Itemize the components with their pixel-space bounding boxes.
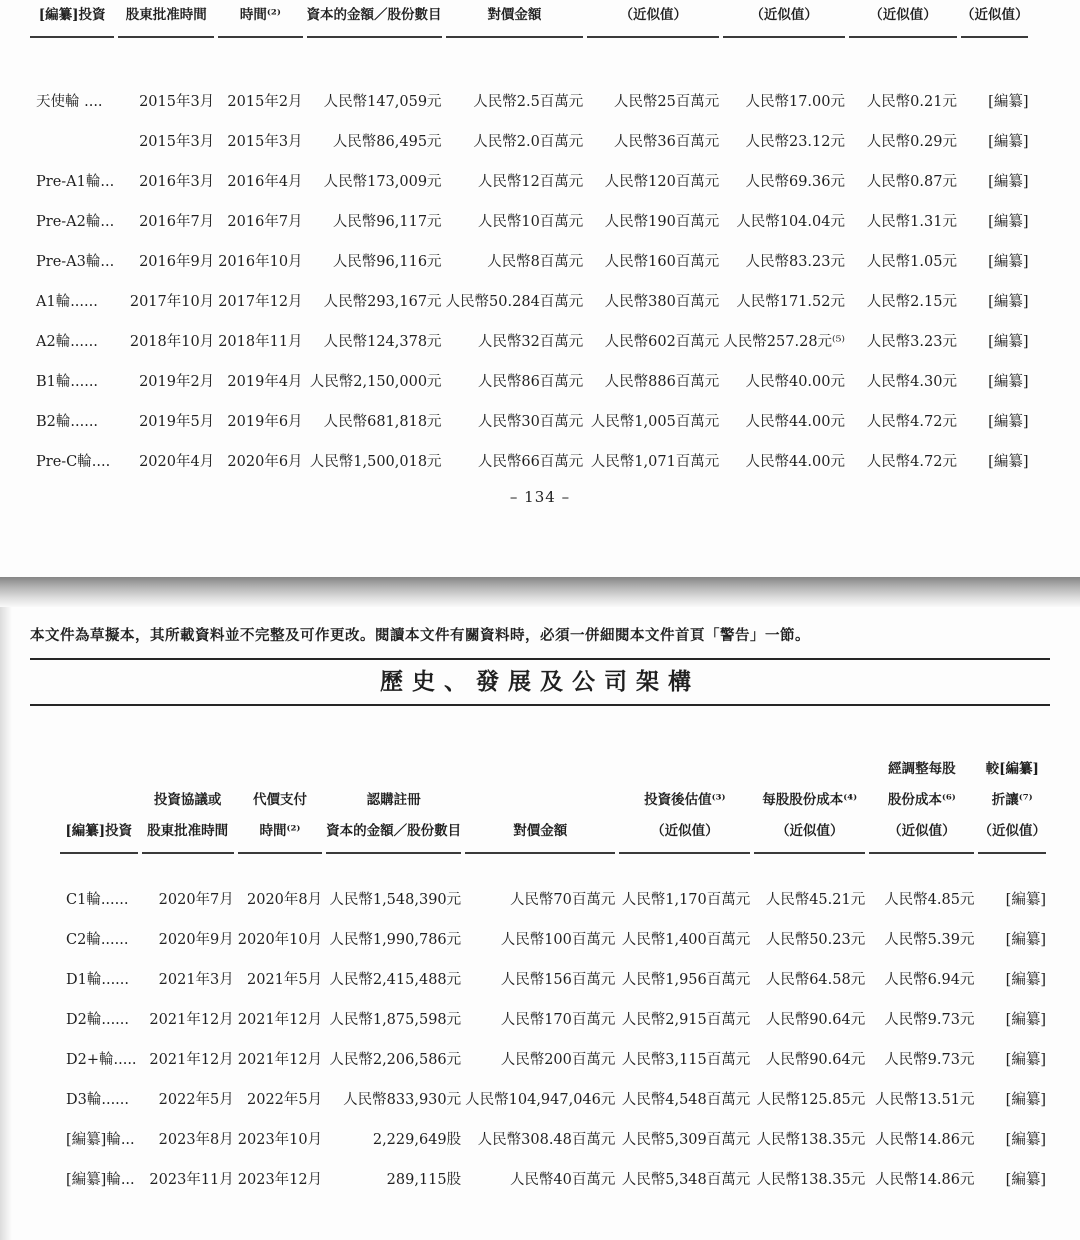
table-cell: 人民幣14.86元 — [874, 1171, 975, 1188]
table-cell: 人民幣96,116元 — [332, 253, 442, 270]
table-row — [60, 1038, 1046, 1078]
table-cell: 人民幣125.85元 — [756, 1091, 866, 1108]
table-cell: D1輪...... — [66, 971, 130, 988]
table-cell: 2021年12月 — [237, 1011, 323, 1028]
table-cell: 人民幣36百萬元 — [613, 133, 720, 150]
table-cell: 人民幣1,005百萬元 — [590, 413, 720, 430]
table-cell: B2輪...... — [36, 413, 99, 430]
table-cell: 人民幣50.23元 — [765, 931, 866, 948]
table-row — [30, 240, 1028, 280]
investment-rounds-table-c1-to-redacted — [56, 754, 1050, 1198]
table-cell: 人民幣3.23元 — [866, 333, 957, 350]
table-cell: [編纂] — [988, 413, 1029, 430]
column-header: 股東批准時間 — [118, 0, 214, 38]
column-header: [編纂]投資 — [60, 754, 138, 854]
column-header: （近似值） — [587, 0, 719, 38]
table-cell: 人民幣1.31元 — [866, 213, 957, 230]
table-cell: C1輪...... — [66, 891, 129, 908]
table-cell: 人民幣257.28元⁽⁵⁾ — [723, 333, 845, 350]
table-cell: 2020年6月 — [227, 453, 303, 470]
table-cell: A2輪...... — [36, 333, 98, 350]
table-row — [30, 200, 1028, 240]
column-header: （近似值） — [723, 0, 845, 38]
table-cell: 人民幣1,875,598元 — [329, 1011, 462, 1028]
table-cell: 2020年8月 — [247, 891, 323, 908]
table-cell: [編纂] — [1005, 971, 1046, 988]
table-cell: A1輪...... — [36, 293, 98, 310]
table-cell: 2018年10月 — [129, 333, 215, 350]
table-cell: 2020年7月 — [158, 891, 234, 908]
table-row — [60, 918, 1046, 958]
table-cell: 人民幣0.87元 — [866, 173, 957, 190]
table-row — [30, 120, 1028, 160]
table-cell: 2021年12月 — [149, 1011, 234, 1028]
table-cell: 2023年12月 — [237, 1171, 323, 1188]
prospectus-page-134 — [0, 0, 1080, 577]
column-header: 每股股份成本⁽⁴⁾ （近似值） — [754, 754, 865, 854]
column-header: 較[編纂] 折讓⁽⁷⁾ （近似值） — [978, 754, 1046, 854]
table-cell: 人民幣1,170百萬元 — [621, 891, 751, 908]
column-header: 資本的金額／股份數目 — [307, 0, 442, 38]
table-cell: 2021年3月 — [158, 971, 234, 988]
table-cell: 人民幣171.52元 — [736, 293, 845, 310]
table-cell: [編纂] — [1005, 1051, 1046, 1068]
table-row — [30, 440, 1028, 480]
table-cell: 人民幣45.21元 — [765, 891, 866, 908]
table-cell: 2016年10月 — [218, 253, 303, 270]
section-divider-band — [0, 577, 1080, 607]
table-cell: 人民幣30百萬元 — [477, 413, 584, 430]
table-cell: 人民幣8百萬元 — [487, 253, 584, 270]
table-cell: 人民幣1,500,018元 — [309, 453, 442, 470]
table-cell: 人民幣17.00元 — [745, 93, 845, 110]
table-cell: 人民幣25百萬元 — [613, 93, 720, 110]
table-row — [30, 360, 1028, 400]
column-header: [編纂]投資 — [30, 0, 114, 38]
table-cell: 人民幣104.04元 — [736, 213, 845, 230]
table-row — [60, 1158, 1046, 1198]
table-cell: 人民幣2.15元 — [866, 293, 957, 310]
table-cell: 人民幣5,309百萬元 — [621, 1131, 751, 1148]
table-cell: 人民幣886百萬元 — [604, 373, 720, 390]
table-cell: 人民幣833,930元 — [343, 1091, 462, 1108]
column-header: 對價金額 — [465, 754, 615, 854]
table-cell: 人民幣138.35元 — [756, 1131, 866, 1148]
column-header: 代價支付 時間⁽²⁾ — [238, 754, 322, 854]
table-cell: 人民幣293,167元 — [323, 293, 442, 310]
table-cell: 人民幣200百萬元 — [500, 1051, 616, 1068]
column-header: 投資後估值⁽³⁾ （近似值） — [619, 754, 750, 854]
table-cell: 人民幣1,956百萬元 — [621, 971, 751, 988]
table-cell: 人民幣44.00元 — [745, 413, 845, 430]
table-cell: 2016年3月 — [139, 173, 215, 190]
table-cell: [編纂] — [1005, 1011, 1046, 1028]
table-cell: 人民幣2,915百萬元 — [621, 1011, 751, 1028]
column-header: 經調整每股 股份成本⁽⁶⁾ （近似值） — [869, 754, 974, 854]
table-cell: [編纂]輪... — [66, 1131, 135, 1148]
table-cell: 2015年3月 — [139, 93, 215, 110]
table-cell: 2020年9月 — [158, 931, 234, 948]
table-row — [60, 1118, 1046, 1158]
horizontal-rule-bottom — [30, 704, 1050, 706]
table-row — [30, 280, 1028, 320]
table-cell: 天使輪 .... — [36, 93, 103, 110]
table-cell: 2019年6月 — [227, 413, 303, 430]
table-cell: 人民幣308.48百萬元 — [477, 1131, 616, 1148]
table-cell: 人民幣13.51元 — [874, 1091, 975, 1108]
table-cell: 2022年5月 — [158, 1091, 234, 1108]
table-cell: 人民幣1,548,390元 — [329, 891, 462, 908]
table-cell: 2021年12月 — [149, 1051, 234, 1068]
table-cell: 2018年11月 — [218, 333, 303, 350]
table-row — [30, 400, 1028, 440]
table-cell: 2016年4月 — [227, 173, 303, 190]
table-cell: 人民幣681,818元 — [323, 413, 442, 430]
table-cell: 人民幣5.39元 — [884, 931, 975, 948]
table-row — [60, 998, 1046, 1038]
prospectus-page-135 — [0, 607, 1080, 1240]
table-cell: 人民幣10百萬元 — [477, 213, 584, 230]
table-cell: 人民幣86百萬元 — [477, 373, 584, 390]
table-cell: D2+輪..... — [66, 1051, 137, 1068]
table-row — [60, 854, 1046, 918]
table-cell: 人民幣104,947,046元 — [465, 1091, 616, 1108]
table-cell: 人民幣190百萬元 — [604, 213, 720, 230]
table-cell: 人民幣5,348百萬元 — [621, 1171, 751, 1188]
table-cell: 2017年12月 — [218, 293, 303, 310]
table-cell: 人民幣66百萬元 — [477, 453, 584, 470]
table-cell: 人民幣90.64元 — [765, 1011, 866, 1028]
table-cell: 2019年2月 — [139, 373, 215, 390]
scan-edge-shadow — [0, 607, 12, 1240]
table-cell: 人民幣100百萬元 — [500, 931, 616, 948]
table-cell: [編纂] — [1005, 1091, 1046, 1108]
table-cell: [編纂] — [1005, 891, 1046, 908]
investment-rounds-table-angel-to-prec — [26, 0, 1032, 480]
table-cell: [編纂] — [988, 213, 1029, 230]
table-cell: [編纂] — [988, 253, 1029, 270]
table-cell: 人民幣40.00元 — [745, 373, 845, 390]
table-cell: 人民幣69.36元 — [745, 173, 845, 190]
table-cell: 2019年5月 — [139, 413, 215, 430]
table-cell: 人民幣156百萬元 — [500, 971, 616, 988]
table-cell: [編纂] — [1005, 1171, 1046, 1188]
table-cell: [編纂] — [988, 93, 1029, 110]
table-cell: 2016年7月 — [227, 213, 303, 230]
table-cell: 人民幣6.94元 — [884, 971, 975, 988]
table-row — [30, 160, 1028, 200]
table-cell: 人民幣147,059元 — [323, 93, 442, 110]
table-cell: 人民幣173,009元 — [323, 173, 442, 190]
column-header: （近似值） — [961, 0, 1029, 38]
table-cell: 2021年12月 — [237, 1051, 323, 1068]
table-cell: 人民幣50.284百萬元 — [445, 293, 584, 310]
table-cell: Pre-C輪.... — [36, 453, 111, 470]
table-cell: 2023年10月 — [237, 1131, 323, 1148]
table-cell: 人民幣160百萬元 — [604, 253, 720, 270]
table-row — [30, 320, 1028, 360]
table-cell: 2022年5月 — [247, 1091, 323, 1108]
column-header: 對價金額 — [446, 0, 584, 38]
table-cell: [編纂] — [988, 133, 1029, 150]
table-cell: 人民幣602百萬元 — [604, 333, 720, 350]
table-cell: B1輪...... — [36, 373, 99, 390]
table-cell: 人民幣2,415,488元 — [329, 971, 462, 988]
table-cell: 2015年3月 — [227, 133, 303, 150]
table-cell — [30, 120, 114, 160]
page-number: – 134 – — [509, 488, 571, 506]
table-cell: 2016年7月 — [139, 213, 215, 230]
table-cell: 2023年8月 — [158, 1131, 234, 1148]
table-cell: 人民幣1.05元 — [866, 253, 957, 270]
table-cell: [編纂]輪... — [66, 1171, 135, 1188]
table-cell: 人民幣138.35元 — [756, 1171, 866, 1188]
table-cell: 2015年3月 — [139, 133, 215, 150]
column-header: （近似值） — [849, 0, 957, 38]
table-cell: 人民幣2,150,000元 — [309, 373, 442, 390]
table-row — [30, 38, 1028, 120]
table-cell: 人民幣12百萬元 — [477, 173, 584, 190]
table-cell: [編纂] — [1005, 1131, 1046, 1148]
table-cell: 人民幣4.72元 — [866, 453, 957, 470]
table-cell: 人民幣2,206,586元 — [329, 1051, 462, 1068]
column-header: 時間⁽²⁾ — [218, 0, 302, 38]
table-cell: D2輪...... — [66, 1011, 130, 1028]
table-cell: 2015年2月 — [227, 93, 303, 110]
table-cell: [編纂] — [988, 333, 1029, 350]
table-cell: [編纂] — [988, 293, 1029, 310]
table-cell: 人民幣44.00元 — [745, 453, 845, 470]
table-cell: 人民幣32百萬元 — [477, 333, 584, 350]
column-header: 投資協議或 股東批准時間 — [142, 754, 234, 854]
table-cell: [編纂] — [988, 453, 1029, 470]
table-cell: 人民幣120百萬元 — [604, 173, 720, 190]
table-cell: 人民幣170百萬元 — [500, 1011, 616, 1028]
table-cell: 人民幣1,071百萬元 — [590, 453, 720, 470]
table-cell: 2,229,649股 — [372, 1131, 462, 1148]
table-row — [60, 1078, 1046, 1118]
table-cell: 人民幣83.23元 — [745, 253, 845, 270]
table-row — [60, 958, 1046, 998]
table-header — [60, 754, 1046, 854]
table-cell: 人民幣14.86元 — [874, 1131, 975, 1148]
table-cell: 2016年9月 — [139, 253, 215, 270]
column-header: 認購註冊 資本的金額／股份數目 — [326, 754, 461, 854]
table-cell: 人民幣3,115百萬元 — [621, 1051, 751, 1068]
table-cell: 289,115股 — [386, 1171, 462, 1188]
horizontal-rule-top — [30, 658, 1050, 660]
table-cell: C2輪...... — [66, 931, 129, 948]
table-cell: 2019年4月 — [227, 373, 303, 390]
table-cell: 人民幣9.73元 — [884, 1051, 975, 1068]
table-cell: 人民幣90.64元 — [765, 1051, 866, 1068]
table-cell: [編纂] — [988, 173, 1029, 190]
table-cell: 2017年10月 — [129, 293, 215, 310]
table-cell: 人民幣1,990,786元 — [329, 931, 462, 948]
table-cell: 2020年10月 — [237, 931, 323, 948]
table-cell: 人民幣4,548百萬元 — [621, 1091, 751, 1108]
table-cell: [編纂] — [988, 373, 1029, 390]
table-cell: 人民幣0.29元 — [866, 133, 957, 150]
table-cell: Pre-A2輪... — [36, 213, 115, 230]
table-cell: 人民幣9.73元 — [884, 1011, 975, 1028]
section-title: 歷史、發展及公司架構 — [380, 668, 700, 695]
table-cell: [編纂] — [1005, 931, 1046, 948]
table-cell: 人民幣96,117元 — [332, 213, 442, 230]
table-cell: 人民幣4.30元 — [866, 373, 957, 390]
table-cell: 2021年5月 — [247, 971, 323, 988]
table-cell: 人民幣2.0百萬元 — [473, 133, 584, 150]
draft-warning-text: 本文件為草擬本，其所載資料並不完整及可作更改。閱讀本文件有關資料時，必須一併細閱本文件首頁「警告」一節。 — [30, 627, 810, 644]
table-cell: 人民幣1,400百萬元 — [621, 931, 751, 948]
table-header — [30, 0, 1028, 38]
table-cell: 人民幣64.58元 — [765, 971, 866, 988]
table-cell: 人民幣4.85元 — [884, 891, 975, 908]
table-cell: 人民幣40百萬元 — [509, 1171, 616, 1188]
table-cell: D3輪...... — [66, 1091, 130, 1108]
table-cell: 2023年11月 — [149, 1171, 234, 1188]
table-cell: 人民幣380百萬元 — [604, 293, 720, 310]
table-cell: 人民幣124,378元 — [323, 333, 442, 350]
table-cell: 2020年4月 — [139, 453, 215, 470]
table-cell: 人民幣0.21元 — [866, 93, 957, 110]
table-cell: 人民幣4.72元 — [866, 413, 957, 430]
table-cell: Pre-A1輪... — [36, 173, 115, 190]
table-cell: 人民幣70百萬元 — [509, 891, 616, 908]
table-cell: Pre-A3輪... — [36, 253, 115, 270]
table-cell: 人民幣86,495元 — [332, 133, 442, 150]
table-cell: 人民幣2.5百萬元 — [473, 93, 584, 110]
table-cell: 人民幣23.12元 — [745, 133, 845, 150]
